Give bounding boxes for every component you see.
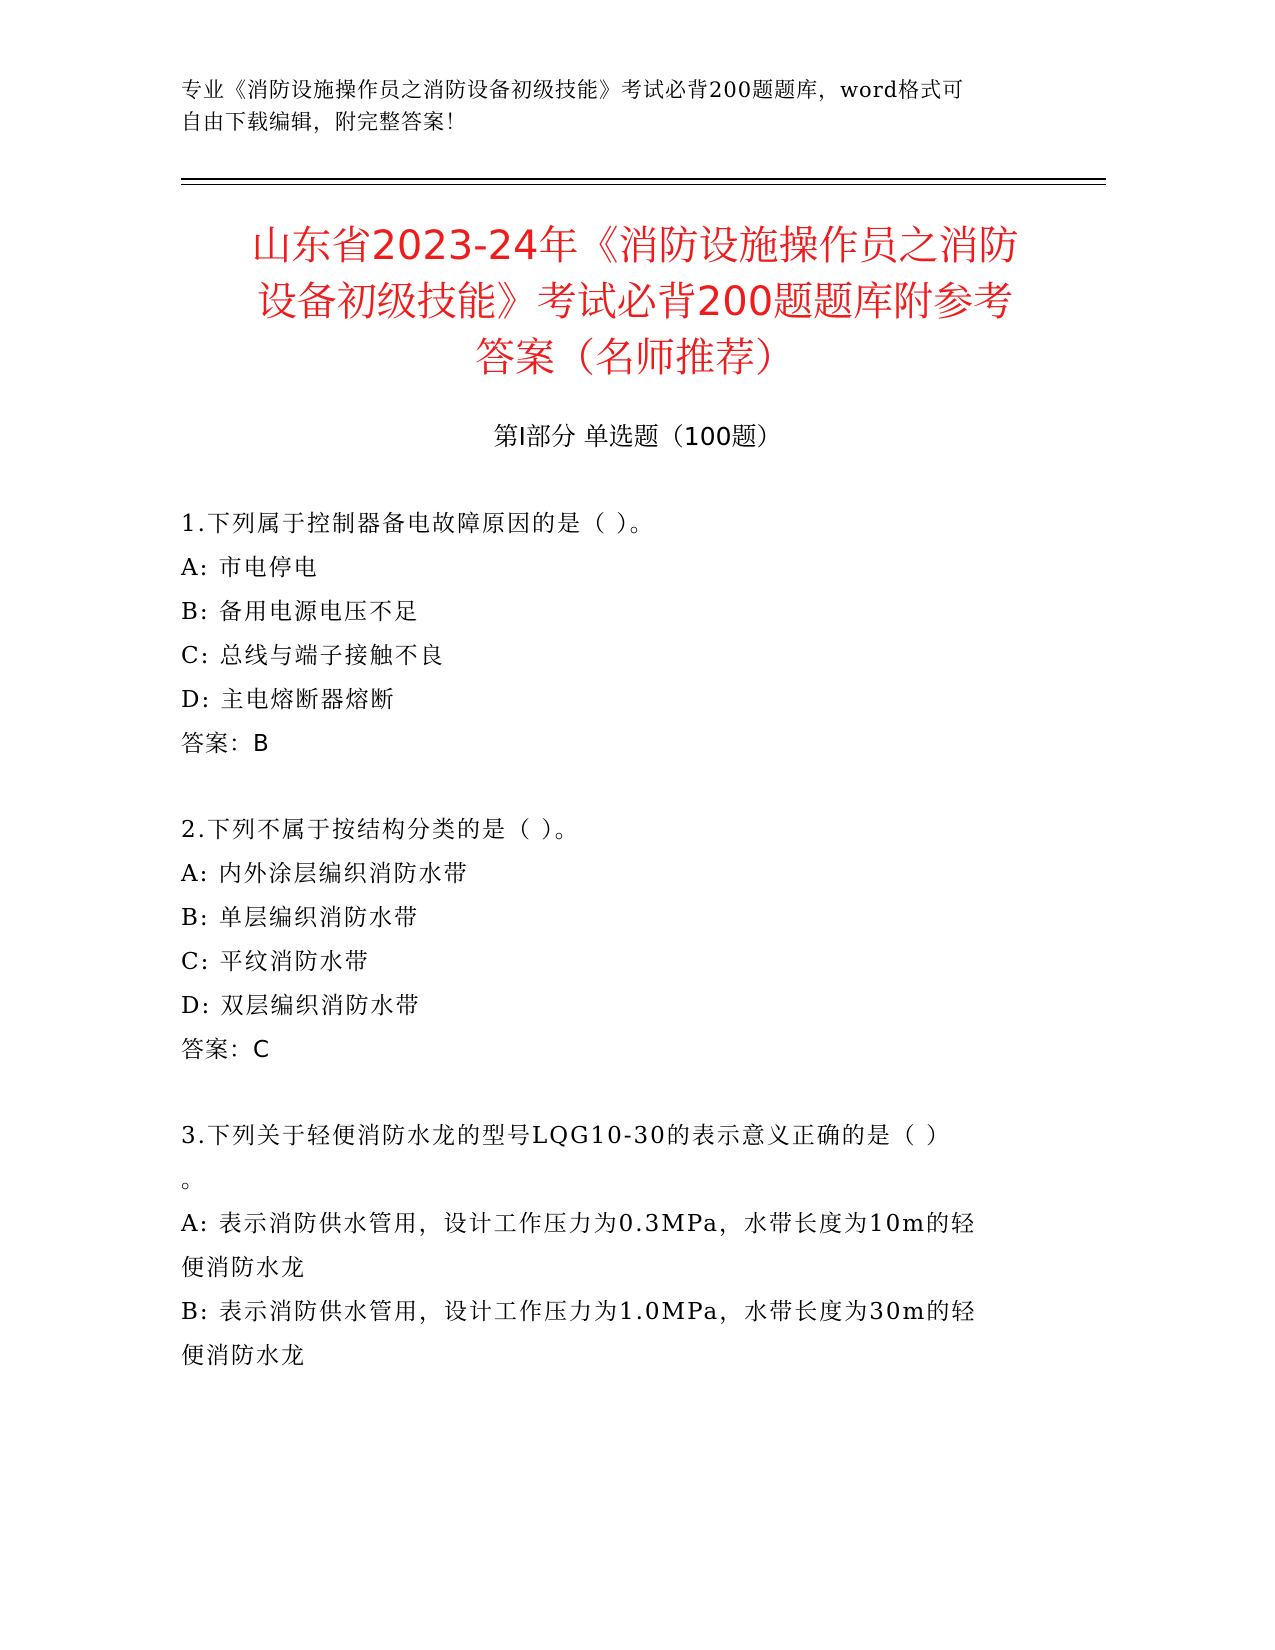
section-heading: 第I部分 单选题（100题） xyxy=(493,422,782,451)
header-note-line-1: 专业《消防设施操作员之消防设备初级技能》考试必背200题题库，word格式可 xyxy=(181,78,965,102)
question-2-stem: 2.下列不属于按结构分类的是（ ）。 xyxy=(181,817,580,843)
question-3-option-b-line-1: B: 表示消防供水管用，设计工作压力为1.0MPa，水带长度为30m的轻 xyxy=(181,1299,977,1325)
question-3 xyxy=(181,1114,1061,1378)
header-note xyxy=(181,74,1061,138)
question-3-stem-line-2: 。 xyxy=(181,1167,206,1193)
question-1-option-a: A: 市电停电 xyxy=(181,555,319,581)
question-3-option-a-line-1: A: 表示消防供水管用，设计工作压力为0.3MPa，水带长度为10m的轻 xyxy=(181,1211,977,1237)
document-title xyxy=(160,218,1110,386)
question-1-option-c: C: 总线与端子接触不良 xyxy=(181,643,445,669)
question-2-option-c: C: 平纹消防水带 xyxy=(181,949,370,975)
document-title-line-1: 山东省2023-24年《消防设施操作员之消防 xyxy=(251,223,1019,269)
header-rule-thin xyxy=(181,184,1106,185)
question-2-option-a: A: 内外涂层编织消防水带 xyxy=(181,861,469,887)
question-2-option-d: D: 双层编织消防水带 xyxy=(181,993,421,1019)
question-1-option-b: B: 备用电源电压不足 xyxy=(181,599,419,625)
question-2 xyxy=(181,808,1061,1072)
document-title-line-2: 设备初级技能》考试必背200题题库附参考 xyxy=(256,279,1014,325)
question-2-answer: 答案：C xyxy=(181,1037,271,1063)
question-3-stem-line-1: 3.下列关于轻便消防水龙的型号LQG10-30的表示意义正确的是（ ） xyxy=(181,1123,952,1149)
header-note-line-2: 自由下载编辑，附完整答案！ xyxy=(181,110,467,134)
question-3-option-b-line-2: 便消防水龙 xyxy=(181,1343,306,1369)
document-title-line-3: 答案（名师推荐） xyxy=(475,335,795,381)
question-1-stem: 1.下列属于控制器备电故障原因的是（ ）。 xyxy=(181,511,655,537)
question-3-option-a-line-2: 便消防水龙 xyxy=(181,1255,306,1281)
question-2-option-b: B: 单层编织消防水带 xyxy=(181,905,419,931)
question-1-option-d: D: 主电熔断器熔断 xyxy=(181,687,396,713)
question-1 xyxy=(181,502,1061,766)
question-1-answer: 答案：B xyxy=(181,731,270,757)
header-rule-thick xyxy=(181,178,1106,180)
